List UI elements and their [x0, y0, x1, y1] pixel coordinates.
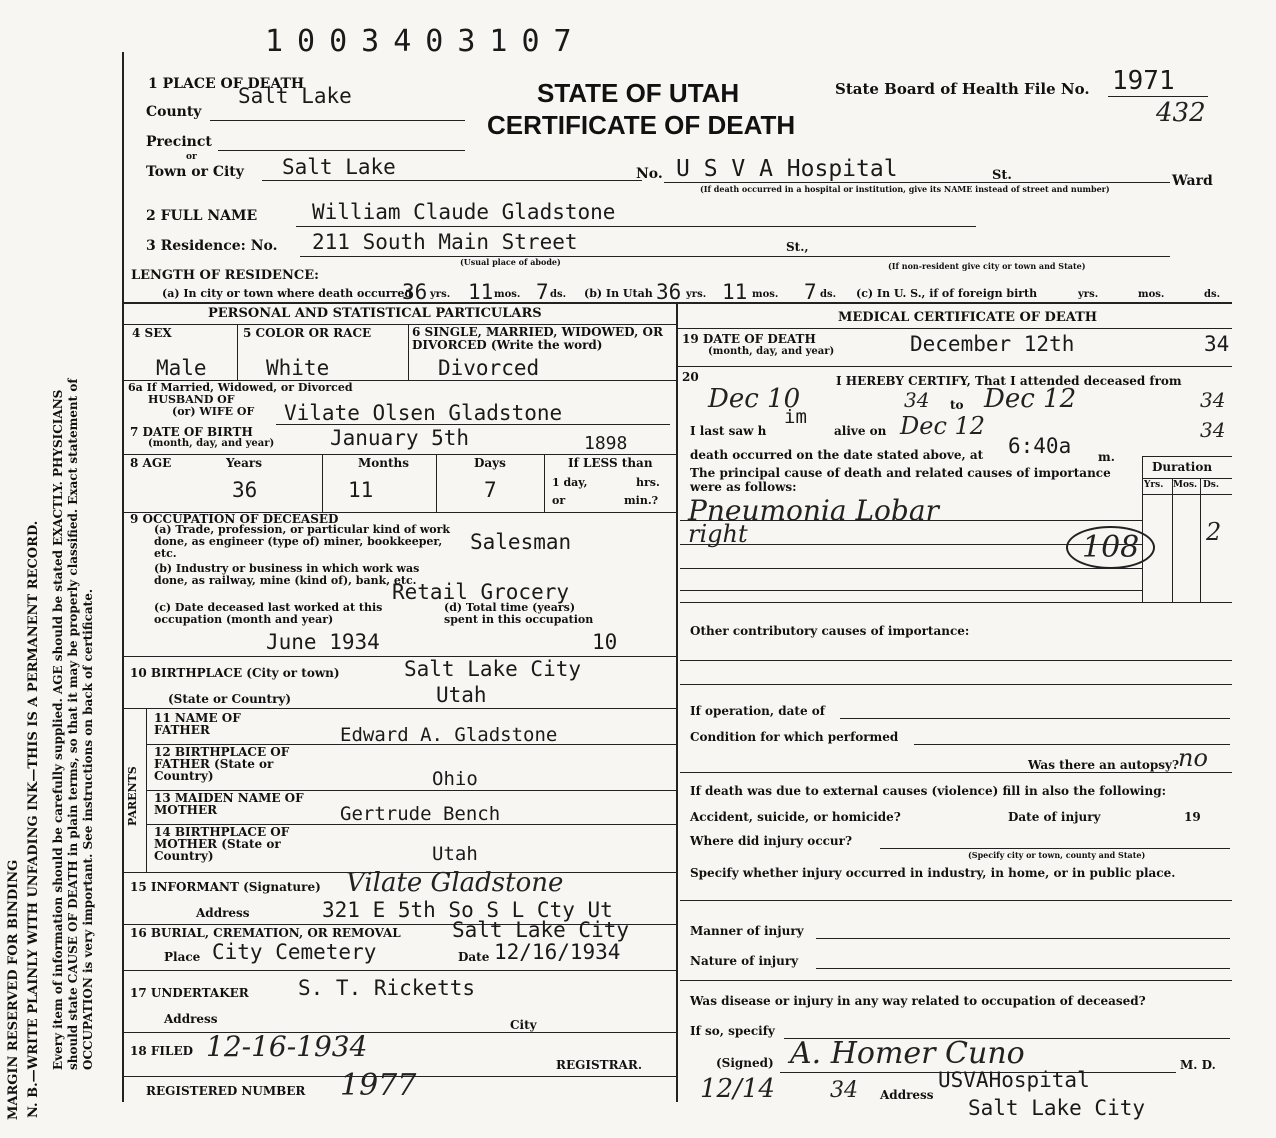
less-than-label: If LESS than [568, 456, 653, 470]
physician-address-1: USVAHospital [938, 1068, 1090, 1092]
industry-value: Retail Grocery [392, 580, 570, 604]
father-birthplace-value: Ohio [432, 768, 478, 790]
cause-line-d [680, 590, 1142, 591]
days-col-label: Days [474, 456, 506, 470]
occupation-label: 9 OCCUPATION OF DECEASED [130, 512, 339, 526]
yrs-label: yrs. [1078, 289, 1099, 300]
st-label: St. [992, 168, 1012, 183]
burial-label: 16 BURIAL, CREMATION, OR REMOVAL [130, 926, 401, 940]
informant-signature: Vilate Gladstone [346, 868, 564, 898]
dob-value: January 5th [330, 426, 470, 450]
occupation-value: Salesman [470, 530, 572, 554]
injury-specify-line [680, 900, 1232, 901]
occupation-b-label: (b) Industry or business in which work was done, as railway, mine (kind of), bank, etc. [154, 562, 420, 587]
months-col-label: Months [358, 456, 410, 470]
attended-from: Dec 10 [708, 384, 801, 414]
sex-divider [237, 324, 238, 380]
other-causes-line-2 [680, 684, 1232, 685]
city-residence-mos: 11 [468, 280, 494, 304]
dob-label: 7 DATE OF BIRTH [130, 425, 253, 439]
external-causes-label: If death was due to external causes (violence) fill in also the following: [690, 784, 1167, 798]
nature-line [816, 968, 1230, 969]
other-causes-label: Other contributory causes of importance: [690, 624, 970, 638]
mos-label: mos. [752, 289, 779, 300]
injury-where-line [880, 848, 1230, 849]
certificate-title: CERTIFICATE OF DEATH [487, 110, 796, 140]
undertaker-address-label: Address [164, 1012, 218, 1026]
margin-binding-note: MARGIN RESERVED FOR BINDING [6, 859, 21, 1120]
physician-address-2: Salt Lake City [968, 1096, 1146, 1120]
alive-on-year: 34 [1200, 418, 1226, 442]
spouse-label-3: (or) WIFE OF [172, 405, 255, 418]
age-years-value: 36 [232, 478, 258, 502]
dob-sub-label: (month, day, and year) [148, 438, 275, 449]
autopsy-line [680, 772, 1232, 773]
no-label: No. [636, 166, 663, 182]
burial-row-line [122, 970, 676, 971]
manner-line [816, 938, 1230, 939]
m-label: m. [1098, 450, 1115, 464]
item-20-label: 20 [682, 370, 699, 384]
form-center-divider [676, 302, 678, 1102]
dob-row-line [122, 454, 676, 455]
spouse-value: Vilate Olsen Gladstone [284, 401, 563, 425]
death-date-year: 34 [1204, 332, 1230, 356]
full-name-value: William Claude Gladstone [312, 200, 616, 224]
operation-label: If operation, date of [690, 704, 825, 718]
registered-number-label: REGISTERED NUMBER [146, 1084, 306, 1098]
mos-label: mos. [494, 289, 521, 300]
other-causes-line-1 [680, 660, 1232, 661]
birthplace-row-line [122, 708, 676, 709]
ward-label: Ward [1172, 173, 1213, 189]
city-label: Town or City [146, 164, 244, 180]
years-col-label: Years [226, 456, 263, 470]
injury-year-label: 19 [1184, 810, 1201, 824]
file-sub-no: 432 [1156, 98, 1206, 128]
us-residence-label: (c) In U. S., if of foreign birth [856, 287, 1038, 300]
residence-label: 3 Residence: No. [146, 238, 278, 254]
file-no-label: State Board of Health File No. [835, 80, 1090, 98]
birthplace-city: Salt Lake City [404, 657, 582, 681]
city-residence-yrs: 36 [402, 280, 428, 304]
death-date-line [676, 366, 1232, 367]
or-label: or [552, 494, 566, 507]
age-divider-3 [544, 454, 545, 512]
full-name-line [296, 226, 976, 227]
duration-subheader-line [1142, 494, 1232, 495]
signed-date: 12/14 [700, 1074, 775, 1104]
duration-divider-1 [1172, 478, 1173, 602]
city-value: Salt Lake [282, 155, 396, 179]
mos-label: mos. [1138, 289, 1165, 300]
physician-signature: A. Homer Cuno [790, 1036, 1025, 1071]
mother-birthplace-label: 14 BIRTHPLACE OF MOTHER (State or Country) [154, 825, 290, 863]
nature-bottom-line [680, 980, 1232, 981]
age-days-value: 7 [484, 478, 497, 502]
ds-label: ds. [1204, 289, 1221, 300]
marital-label: 6 SINGLE, MARRIED, WIDOWED, OR DIVORCED (Write the word) [412, 325, 663, 352]
duration-divider-2 [1200, 478, 1201, 602]
operation-line [840, 718, 1230, 719]
mother-birthplace-value: Utah [432, 843, 478, 865]
physician-address-label: Address [880, 1088, 934, 1102]
registered-number: 1977 [340, 1068, 417, 1103]
spouse-line [276, 424, 670, 425]
alive-on-label: alive on [834, 424, 887, 438]
precinct-label: Precinct [146, 134, 212, 150]
county-value: Salt Lake [238, 84, 352, 108]
utah-residence-label: (b) In Utah [584, 287, 653, 300]
or-label: or [186, 152, 197, 162]
city-line [262, 180, 642, 181]
injury-where-note: (Specify city or town, county and State) [968, 850, 1146, 860]
occupation-c-label: (c) Date deceased last worked at this occupation (month and year) [154, 601, 383, 626]
age-divider-1 [322, 454, 323, 512]
cause-line-2: right [688, 520, 748, 548]
spouse-label-2: HUSBAND OF [148, 393, 235, 406]
injury-date-label: Date of injury [1008, 810, 1101, 824]
autopsy-label: Was there an autopsy? [1028, 758, 1180, 772]
ds-label: ds. [550, 289, 567, 300]
duration-mos: Mos. [1173, 480, 1198, 490]
mother-label: 13 MAIDEN NAME OF MOTHER [154, 791, 304, 817]
attended-to: Dec 12 [984, 384, 1077, 414]
alive-on-value: Dec 12 [900, 412, 986, 440]
cause-bottom-line [680, 602, 1232, 603]
last-saw-value: im [784, 406, 807, 428]
form-left-border [122, 52, 124, 1102]
attended-to-year: 34 [1200, 388, 1226, 412]
undertaker-city-label: City [510, 1018, 537, 1032]
certificate-serial: 1003403107 [265, 24, 586, 59]
sex-value: Male [156, 356, 207, 380]
burial-date-label: Date [458, 950, 490, 964]
burial-date: 12/16/1934 [494, 940, 621, 964]
burial-place: City Cemetery [212, 940, 377, 964]
certify-label: I HEREBY CERTIFY, That I attended deceased from [836, 374, 1182, 388]
file-no-line [1108, 96, 1208, 97]
signed-label: (Signed) [716, 1056, 774, 1070]
last-saw-label: I last saw h [690, 424, 767, 438]
utah-residence-mos: 11 [722, 280, 748, 304]
duration-value: 2 [1206, 518, 1222, 546]
informant-address-label: Address [196, 906, 250, 920]
cause-line-a [680, 520, 1142, 521]
hospital-value: U S V A Hospital [676, 156, 898, 182]
file-no: 1971 [1112, 66, 1175, 96]
death-date-value: December 12th [910, 332, 1075, 356]
cause-line-c [680, 568, 1142, 569]
min-label: min.? [624, 494, 659, 507]
marital-value: Divorced [438, 356, 540, 380]
place-label: 1 PLACE OF DEATH [148, 76, 305, 92]
color-divider [408, 324, 409, 380]
nonres-note: (If non-resident give city or town and State) [888, 261, 1086, 271]
cause-label: The principal cause of death and related causes of importance were as follows: [690, 466, 1111, 494]
total-time-value: 10 [592, 630, 618, 654]
full-name-label: 2 FULL NAME [146, 208, 258, 224]
birthplace-label: 10 BIRTHPLACE (City or town) [130, 666, 340, 680]
color-value: White [266, 356, 330, 380]
residence-value: 211 South Main Street [312, 230, 578, 254]
occupation-row-line [122, 656, 676, 657]
nature-label: Nature of injury [690, 954, 799, 968]
cause-line-1: Pneumonia Lobar [688, 494, 939, 527]
death-date-label: 19 DATE OF DEATH [682, 332, 816, 346]
father-label: 11 NAME OF FATHER [154, 711, 241, 737]
to-label: to [950, 398, 964, 412]
father-birthplace-label: 12 BIRTHPLACE OF FATHER (State or Country) [154, 745, 290, 783]
hospital-note: (If death occurred in a hospital or institution, give its NAME instead of street and number) [700, 184, 1110, 194]
birthplace-state-label: (State or Country) [168, 692, 292, 706]
informant-address: 321 E 5th So S L Cty Ut [322, 898, 613, 922]
condition-label: Condition for which performed [690, 730, 899, 744]
margin-instructions-3: OCCUPATION is very important. See instructions on back of certificate. [81, 588, 95, 1070]
county-line [210, 120, 465, 121]
age-divider-2 [436, 454, 437, 512]
related-label: Was disease or injury in any way related to occupation of deceased? [690, 994, 1146, 1008]
father-value: Edward A. Gladstone [340, 724, 558, 746]
age-months-value: 11 [348, 478, 374, 502]
parents-side-label: PARENTS [126, 766, 139, 826]
medical-header-line [676, 328, 1232, 329]
duration-label: Duration [1152, 460, 1213, 474]
if-so-label: If so, specify [690, 1024, 775, 1038]
death-time: 6:40a [1008, 434, 1072, 458]
autopsy-value: no [1178, 744, 1208, 772]
residence-line [300, 256, 1170, 257]
injury-specify-label: Specify whether injury occurred in industry, in home, or in public place. [690, 866, 1176, 880]
ds-label: ds. [820, 289, 837, 300]
death-date-sub-label: (month, day, and year) [708, 346, 835, 357]
hrs-label: hrs. [636, 476, 660, 489]
duration-header-line [1142, 478, 1232, 479]
burial-place-label: Place [164, 950, 201, 964]
one-day-label: 1 day, [552, 476, 588, 489]
state-title: STATE OF UTAH [537, 78, 740, 108]
md-label: M. D. [1180, 1058, 1216, 1072]
mother-value: Gertrude Bench [340, 803, 501, 825]
utah-residence-yrs: 36 [656, 280, 682, 304]
manner-label: Manner of injury [690, 924, 804, 938]
precinct-line [218, 150, 465, 151]
accident-label: Accident, suicide, or homicide? [690, 810, 901, 824]
duration-ds: Ds. [1203, 480, 1220, 490]
attended-from-year: 34 [904, 388, 930, 412]
yrs-label: yrs. [430, 289, 451, 300]
spouse-label-1: 6a If Married, Widowed, or Divorced [128, 381, 353, 394]
medical-header: MEDICAL CERTIFICATE OF DEATH [838, 310, 1098, 325]
utah-residence-ds: 7 [804, 280, 817, 304]
burial-value: Salt Lake City [452, 918, 630, 942]
age-label: 8 AGE [130, 456, 172, 470]
dob-year: 1898 [584, 433, 628, 454]
length-residence-label: LENGTH OF RESIDENCE: [131, 268, 319, 283]
margin-instructions-1: Every item of information should be carefully supplied. AGE should be stated EXACTLY. PHYSICIANS [51, 389, 65, 1070]
residence-st: St., [786, 240, 809, 254]
usual-abode-note: (Usual place of abode) [460, 257, 561, 267]
filed-label: 18 FILED [130, 1044, 193, 1058]
hospital-line [664, 182, 1170, 183]
county-label: County [146, 104, 202, 120]
birthplace-state: Utah [436, 683, 487, 707]
duration-box-top [1142, 456, 1232, 457]
occupation-a-label: (a) Trade, profession, or particular kind of work done, as engineer (type of) miner, bookkeeper, etc. [154, 523, 451, 560]
undertaker-value: S. T. Ricketts [298, 976, 476, 1000]
margin-ink-note: N. B.—WRITE PLAINLY WITH UNFADING INK—THIS IS A PERMANENT RECORD. [26, 520, 41, 1118]
signed-year: 34 [830, 1078, 858, 1103]
occurred-label: death occurred on the date stated above, at [690, 448, 984, 462]
duration-yrs: Yrs. [1144, 480, 1164, 490]
injury-where-label: Where did injury occur? [690, 834, 853, 848]
yrs-label: yrs. [686, 289, 707, 300]
cause-code: 108 [1066, 526, 1155, 569]
informant-label: 15 INFORMANT (Signature) [130, 880, 321, 894]
occupation-d-label: (d) Total time (years) spent in this occupation [444, 601, 594, 626]
registrar-label: REGISTRAR. [556, 1058, 643, 1072]
last-worked-value: June 1934 [266, 630, 380, 654]
color-label: 5 COLOR OR RACE [243, 326, 372, 340]
personal-header: PERSONAL AND STATISTICAL PARTICULARS [208, 306, 542, 321]
margin-instructions-2: should state CAUSE OF DEATH in plain terms, so that it may be properly classified. Exact statement of [66, 378, 80, 1070]
cause-line-b [680, 544, 1142, 545]
sex-label: 4 SEX [132, 326, 172, 340]
city-residence-label: (a) In city or town where death occurred [162, 287, 413, 300]
city-residence-ds: 7 [536, 280, 549, 304]
undertaker-label: 17 UNDERTAKER [130, 986, 249, 1000]
filed-value: 12-16-1934 [206, 1030, 368, 1063]
